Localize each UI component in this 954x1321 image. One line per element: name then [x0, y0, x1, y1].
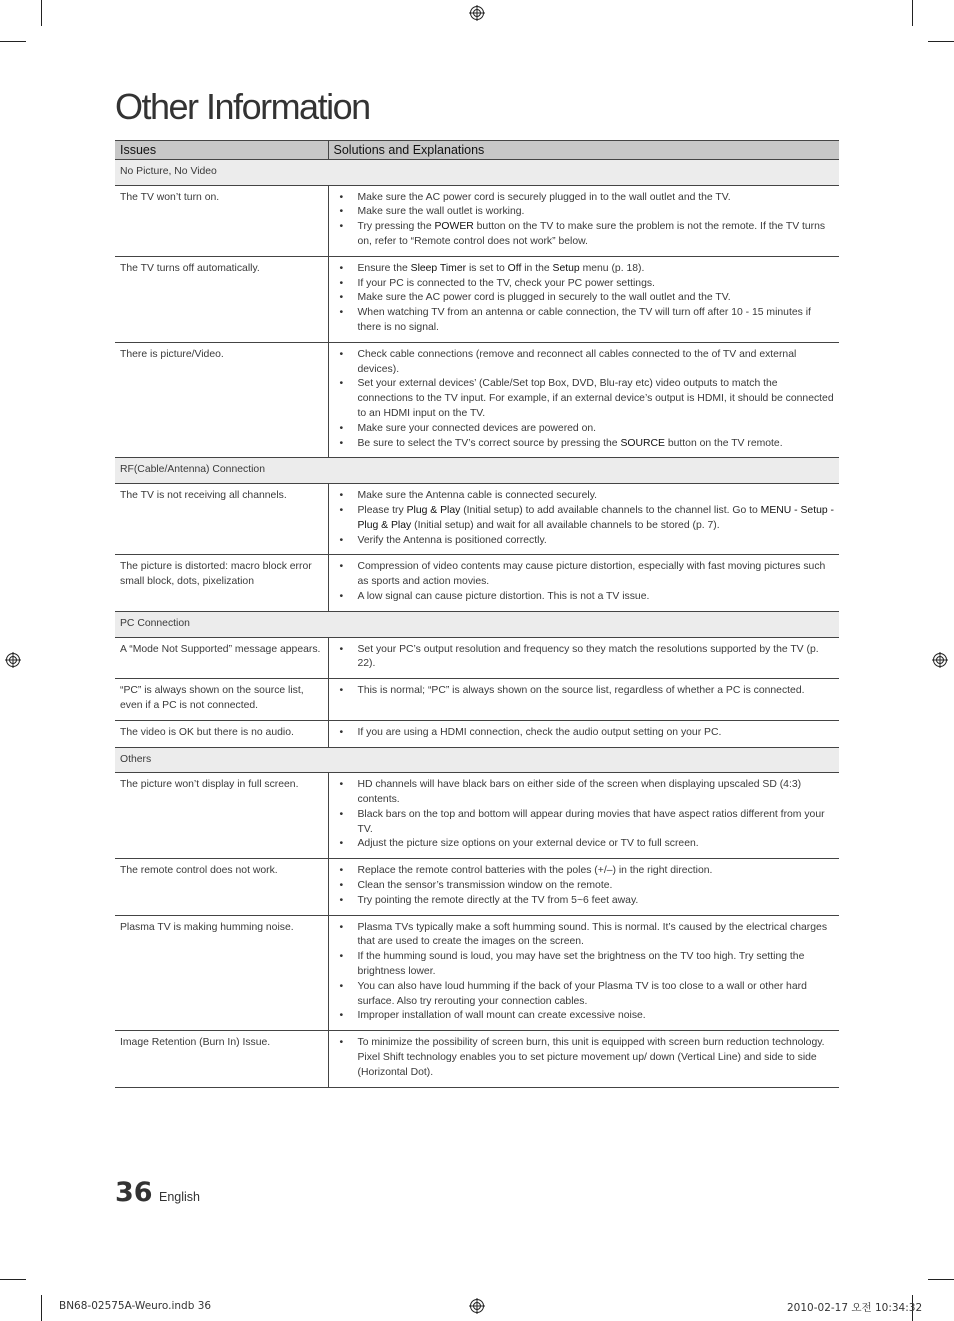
- solutions-cell: [328, 342, 839, 458]
- table-row: [115, 256, 839, 342]
- page-language: English: [159, 1190, 200, 1204]
- solutions-cell: [328, 555, 839, 611]
- solution-item: • Clean the sensor’s transmission window on the remote.: [358, 879, 835, 894]
- solutions-cell: [328, 185, 839, 256]
- issue-cell: Plasma TV is making humming noise.: [115, 915, 328, 1031]
- crop-mark: [0, 1279, 26, 1280]
- troubleshooting-table: [115, 140, 839, 1088]
- solution-item: • Compression of video contents may cause picture distortion, especially with fast moving pictures such as sports and action movies.: [358, 560, 835, 590]
- crop-mark: [928, 41, 954, 42]
- solution-item: • A low signal can cause picture distortion. This is not a TV issue.: [358, 590, 835, 605]
- crop-mark: [928, 1279, 954, 1280]
- section-title: RF(Cable/Antenna) Connection: [115, 458, 839, 484]
- solution-item: • Verify the Antenna is positioned correctly.: [358, 534, 835, 549]
- table-row: [115, 679, 839, 721]
- issue-cell: The TV won’t turn on.: [115, 185, 328, 256]
- solution-item: • Ensure the Sleep Timer is set to Off in the Setup menu (p. 18).: [358, 262, 835, 277]
- solution-item: • Black bars on the top and bottom will appear during movies that have aspect ratios different from your TV.: [358, 808, 835, 838]
- solutions-list: [334, 489, 835, 548]
- crop-mark: [41, 1295, 42, 1321]
- table-header-row: [115, 141, 839, 160]
- solutions-list: [334, 560, 835, 604]
- solutions-cell: [328, 720, 839, 747]
- solution-item: • Make sure the AC power cord is plugged in securely to the wall outlet and the TV.: [358, 291, 835, 306]
- solutions-list: [334, 864, 835, 908]
- solutions-list: [334, 778, 835, 852]
- section-row: [115, 458, 839, 484]
- registration-mark-icon: [932, 652, 948, 668]
- issue-cell: The video is OK but there is no audio.: [115, 720, 328, 747]
- table-row: [115, 342, 839, 458]
- crop-mark: [0, 41, 26, 42]
- solution-item: • HD channels will have black bars on either side of the screen when displaying upscaled SD (4:3) contents.: [358, 778, 835, 808]
- crop-mark: [41, 0, 42, 26]
- table-row: [115, 859, 839, 915]
- issue-cell: A “Mode Not Supported” message appears.: [115, 637, 328, 679]
- solution-item: • Improper installation of wall mount can create excessive noise.: [358, 1009, 835, 1024]
- section-row: [115, 159, 839, 185]
- solutions-list: [334, 726, 835, 741]
- solution-item: • You can also have loud humming if the back of your Plasma TV is too close to a wall or other hard surface. Also try rerouting your connection cables.: [358, 980, 835, 1010]
- solution-item: • When watching TV from an antenna or cable connection, the TV will turn off after 10 - 15 minutes if there is no signal.: [358, 306, 835, 336]
- print-file-info: BN68-02575A-Weuro.indb 36: [59, 1300, 212, 1312]
- solution-item: • Set your PC’s output resolution and frequency so they match the resolutions supported by the TV (p. 22).: [358, 643, 835, 673]
- section-title: Others: [115, 747, 839, 773]
- table-row: [115, 1031, 839, 1087]
- solutions-list: [334, 191, 835, 250]
- page-number: 36: [115, 1177, 153, 1208]
- column-header-issues: Issues: [115, 141, 328, 160]
- page-title: Other Information: [115, 86, 370, 127]
- solution-item: • Make sure the wall outlet is working.: [358, 205, 835, 220]
- solutions-cell: [328, 915, 839, 1031]
- issue-cell: The remote control does not work.: [115, 859, 328, 915]
- solutions-list: [334, 643, 835, 673]
- solutions-list: [334, 348, 835, 452]
- registration-mark-icon: [469, 5, 485, 21]
- issue-cell: The picture is distorted: macro block error small block, dots, pixelization: [115, 555, 328, 611]
- solution-item: • Set your external devices’ (Cable/Set top Box, DVD, Blu-ray etc) video outputs to match the connections to the TV input. For example, if an external device’s output is HDMI, it should be connected to an HDMI input on the TV.: [358, 377, 835, 421]
- registration-mark-icon: [469, 1298, 485, 1314]
- crop-mark: [912, 0, 913, 26]
- registration-mark-icon: [5, 652, 21, 668]
- solutions-cell: [328, 773, 839, 859]
- solution-item: • Try pointing the remote directly at the TV from 5~6 feet away.: [358, 894, 835, 909]
- table-row: [115, 720, 839, 747]
- section-row: [115, 747, 839, 773]
- table-row: [115, 484, 839, 555]
- solution-item: • This is normal; “PC” is always shown on the source list, regardless of whether a PC is connected.: [358, 684, 835, 699]
- solution-item: • Make sure the AC power cord is securely plugged in to the wall outlet and the TV.: [358, 191, 835, 206]
- solutions-cell: [328, 679, 839, 721]
- section-title: No Picture, No Video: [115, 159, 839, 185]
- solutions-cell: [328, 859, 839, 915]
- issue-cell: There is picture/Video.: [115, 342, 328, 458]
- table-row: [115, 773, 839, 859]
- solution-item: • Make sure the Antenna cable is connected securely.: [358, 489, 835, 504]
- solution-item: • If you are using a HDMI connection, check the audio output setting on your PC.: [358, 726, 835, 741]
- solutions-cell: [328, 484, 839, 555]
- table-row: [115, 915, 839, 1031]
- issue-cell: The TV turns off automatically.: [115, 256, 328, 342]
- table-row: [115, 185, 839, 256]
- solution-item: • Try pressing the POWER button on the TV to make sure the problem is not the remote. If the TV turns on, refer to “Remote control does not work” below.: [358, 220, 835, 250]
- table-body: [115, 159, 839, 1087]
- solutions-list: [334, 684, 835, 699]
- solution-item: • Please try Plug & Play (Initial setup) to add available channels to the channel list. Go to MENU - Setup - Plug & Play (Initial setup) and wait for all available channels to be stored (p. 7).: [358, 504, 835, 534]
- solution-item: • Plasma TVs typically make a soft humming sound. This is normal. It’s caused by the electrical charges that are used to create the images on the screen.: [358, 921, 835, 951]
- solution-item: • If your PC is connected to the TV, check your PC power settings.: [358, 277, 835, 292]
- print-datetime: 2010-02-17 오전 10:34:32: [787, 1302, 923, 1314]
- section-title: PC Connection: [115, 611, 839, 637]
- issue-cell: Image Retention (Burn In) Issue.: [115, 1031, 328, 1087]
- table-row: [115, 555, 839, 611]
- table-row: [115, 637, 839, 679]
- solution-item: • Adjust the picture size options on your external device or TV to full screen.: [358, 837, 835, 852]
- solutions-cell: [328, 1031, 839, 1087]
- solution-item: • To minimize the possibility of screen burn, this unit is equipped with screen burn reduction technology. Pixel Shift technology enables you to set picture movement up/ down (Vertical Line) and side to side (Horizontal Dot).: [358, 1036, 835, 1080]
- solution-item: • Replace the remote control batteries with the poles (+/–) in the right direction.: [358, 864, 835, 879]
- solutions-cell: [328, 256, 839, 342]
- issue-cell: The TV is not receiving all channels.: [115, 484, 328, 555]
- solutions-list: [334, 262, 835, 336]
- solutions-cell: [328, 637, 839, 679]
- solution-item: • Check cable connections (remove and reconnect all cables connected to the of TV and external devices).: [358, 348, 835, 378]
- solution-item: • Be sure to select the TV’s correct source by pressing the SOURCE button on the TV remote.: [358, 437, 835, 452]
- column-header-solutions: Solutions and Explanations: [328, 141, 839, 160]
- issue-cell: The picture won’t display in full screen.: [115, 773, 328, 859]
- solution-item: • If the humming sound is loud, you may have set the brightness on the TV too high. Try setting the brightness lower.: [358, 950, 835, 980]
- issue-cell: “PC” is always shown on the source list, even if a PC is not connected.: [115, 679, 328, 721]
- section-row: [115, 611, 839, 637]
- troubleshooting-table-container: [115, 140, 839, 1088]
- solutions-list: [334, 1036, 835, 1080]
- solutions-list: [334, 921, 835, 1025]
- solution-item: • Make sure your connected devices are powered on.: [358, 422, 835, 437]
